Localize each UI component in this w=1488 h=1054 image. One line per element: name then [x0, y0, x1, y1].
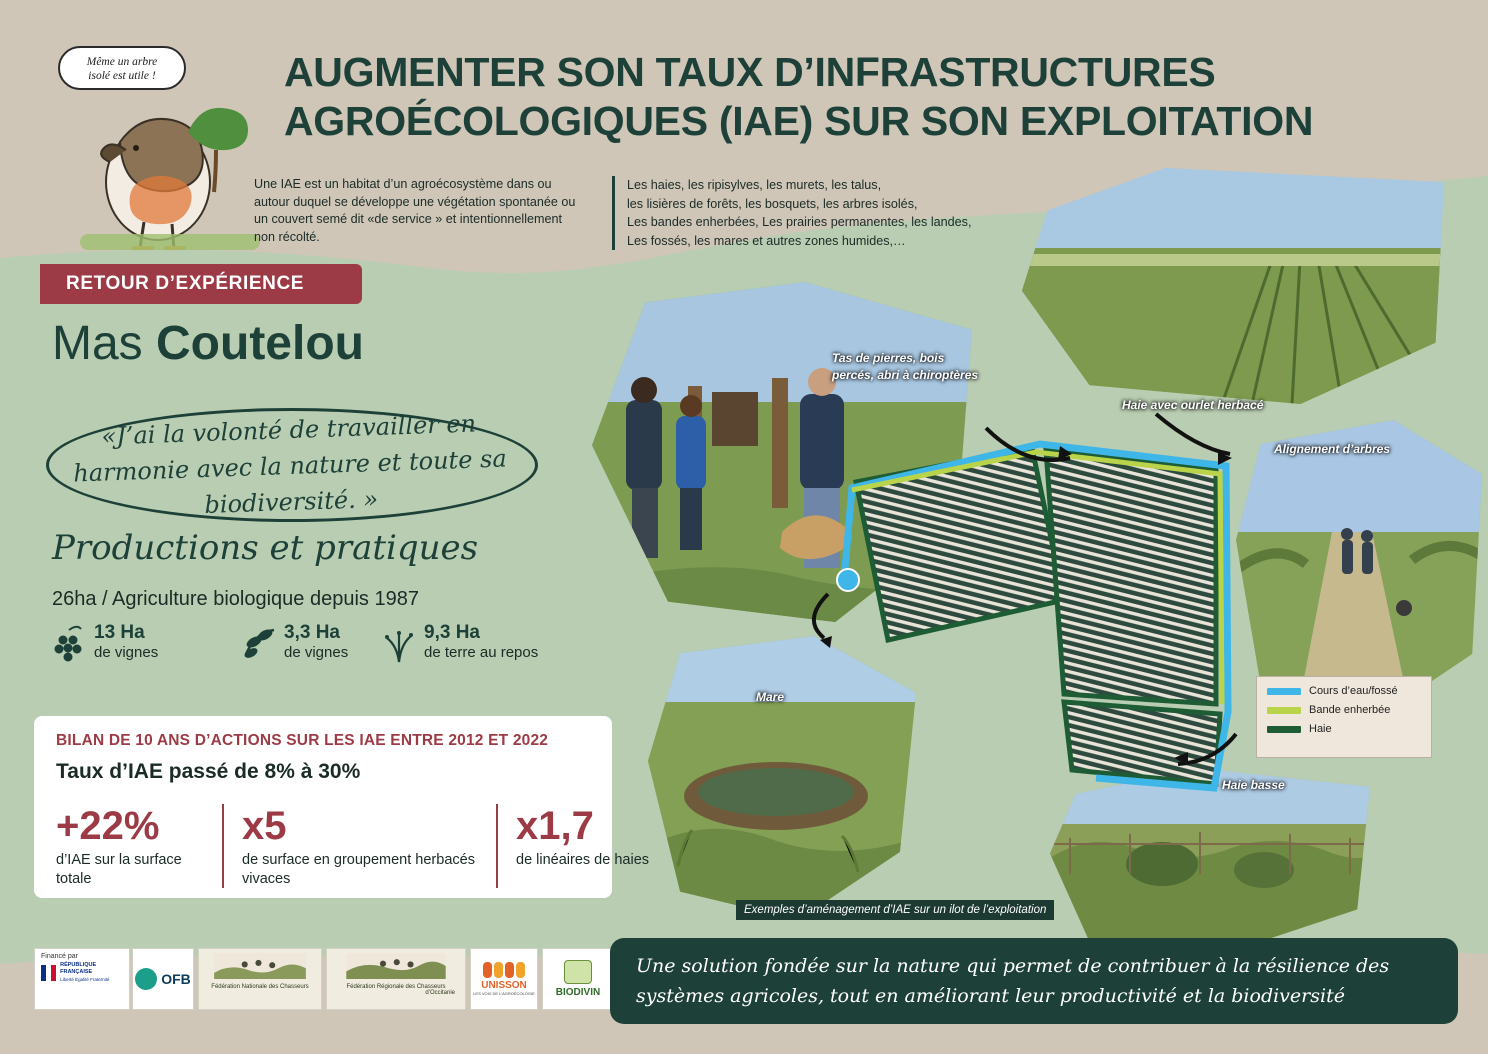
olive-icon — [242, 624, 276, 664]
farmer-quote: «J’ai la volonté de travailler en harmonie avec la nature et toute sa biodiversité. » — [72, 409, 508, 519]
ofb-logo — [132, 948, 194, 1010]
results-panel — [34, 716, 650, 898]
frc-sub: d’Occitanie — [425, 990, 455, 996]
bottom-banner-line2: systèmes agricoles, tout en améliorant leur productivité et la biodiversité — [636, 985, 1345, 1007]
legend-item — [1267, 685, 1421, 697]
ofb-label: OFB — [161, 971, 191, 987]
farm-name-last: Coutelou — [156, 317, 364, 370]
unisson-logo — [470, 948, 538, 1010]
legend-item — [1267, 723, 1421, 735]
kpi-value: +22% — [56, 804, 160, 848]
fncn-label: Fédération Nationale des Chasseurs — [211, 984, 309, 990]
aerial-parcel-map — [796, 404, 1316, 804]
page-title — [284, 48, 1344, 146]
speech-bubble-line1: Même un arbre — [86, 56, 158, 68]
unisson-people-icon — [483, 962, 525, 978]
regional-hunters-illustration — [331, 953, 461, 979]
map-caption: Exemples d’aménagement d’IAE sur un ilot de l’exploitation — [736, 900, 1054, 920]
legend-swatch-watercourse — [1267, 688, 1301, 695]
grass-icon — [382, 624, 416, 664]
grapes-icon — [52, 624, 86, 664]
speech-bubble-line2: isolé est utile ! — [88, 70, 156, 82]
biodivin-logo — [542, 948, 614, 1010]
intro-example-line: les lisières de forêts, les bosquets, les arbres isolés, — [627, 196, 918, 211]
partridge-bird-illustration — [40, 72, 270, 252]
caption-tas-de-pierres-line1: Tas de pierres, bois — [832, 351, 945, 365]
productions-heading: Productions et pratiques — [52, 528, 479, 568]
farm-name-first: Mas — [52, 317, 157, 370]
results-title: BILAN DE 10 ANS D’ACTIONS SUR LES IAE ENTRE 2012 ET 2022 — [56, 732, 549, 749]
bottom-banner — [610, 938, 1458, 1024]
legend-label: Haie — [1309, 723, 1332, 735]
stat-label: de vignes — [94, 644, 159, 661]
kpi-value: x5 — [242, 804, 287, 848]
stat-label: de terre au repos — [424, 644, 539, 661]
unisson-sub: LES VOIX DE L’AGROÉCOLOGIE — [473, 991, 535, 996]
caption-haie-ourlet: Haie avec ourlet herbacé — [1122, 398, 1264, 412]
kpi-item — [56, 804, 206, 889]
unisson-label: UNISSON — [481, 980, 527, 991]
legend-swatch-hedge — [1267, 726, 1301, 733]
caption-alignement-arbres: Alignement d’arbres — [1274, 442, 1391, 456]
intro-example-line: Les haies, les ripisylves, les murets, les talus, — [627, 178, 882, 192]
caption-tas-de-pierres-line2: percés, abri à chiroptères — [832, 368, 979, 382]
stat-value: 3,3 Ha — [284, 622, 340, 643]
intro-example-line: Les bandes enherbées, Les prairies permanentes, les landes, — [627, 215, 972, 229]
kpi-value: x1,7 — [516, 804, 594, 848]
bottom-banner-line1: Une solution fondée sur la nature qui permet de contribuer à la résilience des — [636, 955, 1390, 977]
kpi-item — [516, 804, 666, 870]
intro-example-line: Les fossés, les mares et autres zones humides,… — [627, 233, 906, 248]
biodivin-label: BIODIVIN — [555, 987, 601, 998]
kpi-item — [242, 804, 482, 889]
legend-item — [1267, 704, 1421, 716]
biodivin-emblem-icon — [564, 960, 592, 984]
kpi-divider — [496, 804, 498, 888]
stat-label: de vignes — [284, 644, 349, 661]
fncn-logo — [198, 948, 322, 1010]
legend-swatch-grass-strip — [1267, 707, 1301, 714]
map-legend — [1256, 676, 1432, 758]
experience-badge: RETOUR D’EXPÉRIENCE — [40, 264, 362, 304]
legend-label: Bande enherbée — [1309, 704, 1391, 716]
page-title-line1: AUGMENTER SON TAUX D’INFRASTRUCTURES — [284, 49, 1216, 95]
ofb-mark — [135, 968, 157, 990]
farm-stats — [52, 622, 592, 676]
republique-motto: Liberté Égalité Fraternité — [60, 977, 110, 982]
intro-examples-list — [612, 176, 1032, 250]
kpi-divider — [222, 804, 224, 888]
funded-by-label: Financé par — [41, 953, 78, 960]
funding-logos — [28, 948, 608, 1010]
republique-francaise-logo — [34, 948, 130, 1010]
kpi-text: de surface en groupement herbacés vivaces — [242, 852, 475, 887]
stat-item — [52, 622, 202, 661]
legend-label: Cours d’eau/fossé — [1309, 685, 1398, 697]
stat-value: 9,3 Ha — [424, 622, 480, 643]
kpi-text: de linéaires de haies — [516, 852, 650, 868]
frc-label: Fédération Régionale des Chasseurs — [346, 984, 446, 990]
stat-item — [242, 622, 392, 661]
caption-mare: Mare — [756, 690, 785, 704]
stat-value: 13 Ha — [94, 622, 145, 643]
hunters-federation-illustration — [203, 953, 317, 979]
republique-label: RÉPUBLIQUE FRANÇAISE — [60, 962, 97, 975]
caption-haie-basse: Haie basse — [1222, 778, 1285, 792]
productions-subtitle: 26ha / Agriculture biologique depuis 1987 — [52, 588, 419, 610]
french-flag-icon — [41, 965, 56, 981]
results-subtitle: Taux d’IAE passé de 8% à 30% — [56, 760, 361, 783]
intro-definition-text: Une IAE est un habitat d’un agroécosystème dans ou autour duquel se développe une végétation spontanée ou un couvert semé dit «de service » et intentionnellement non récolté. — [254, 177, 576, 244]
stat-item — [382, 622, 612, 661]
caption-tas-de-pierres — [832, 350, 978, 384]
farm-name — [52, 316, 364, 371]
kpi-text: d’IAE sur la surface totale — [56, 852, 182, 887]
frc-occitanie-logo — [326, 948, 466, 1010]
page-title-line2: AGROÉCOLOGIQUES (IAE) SUR SON EXPLOITATION — [284, 98, 1314, 144]
